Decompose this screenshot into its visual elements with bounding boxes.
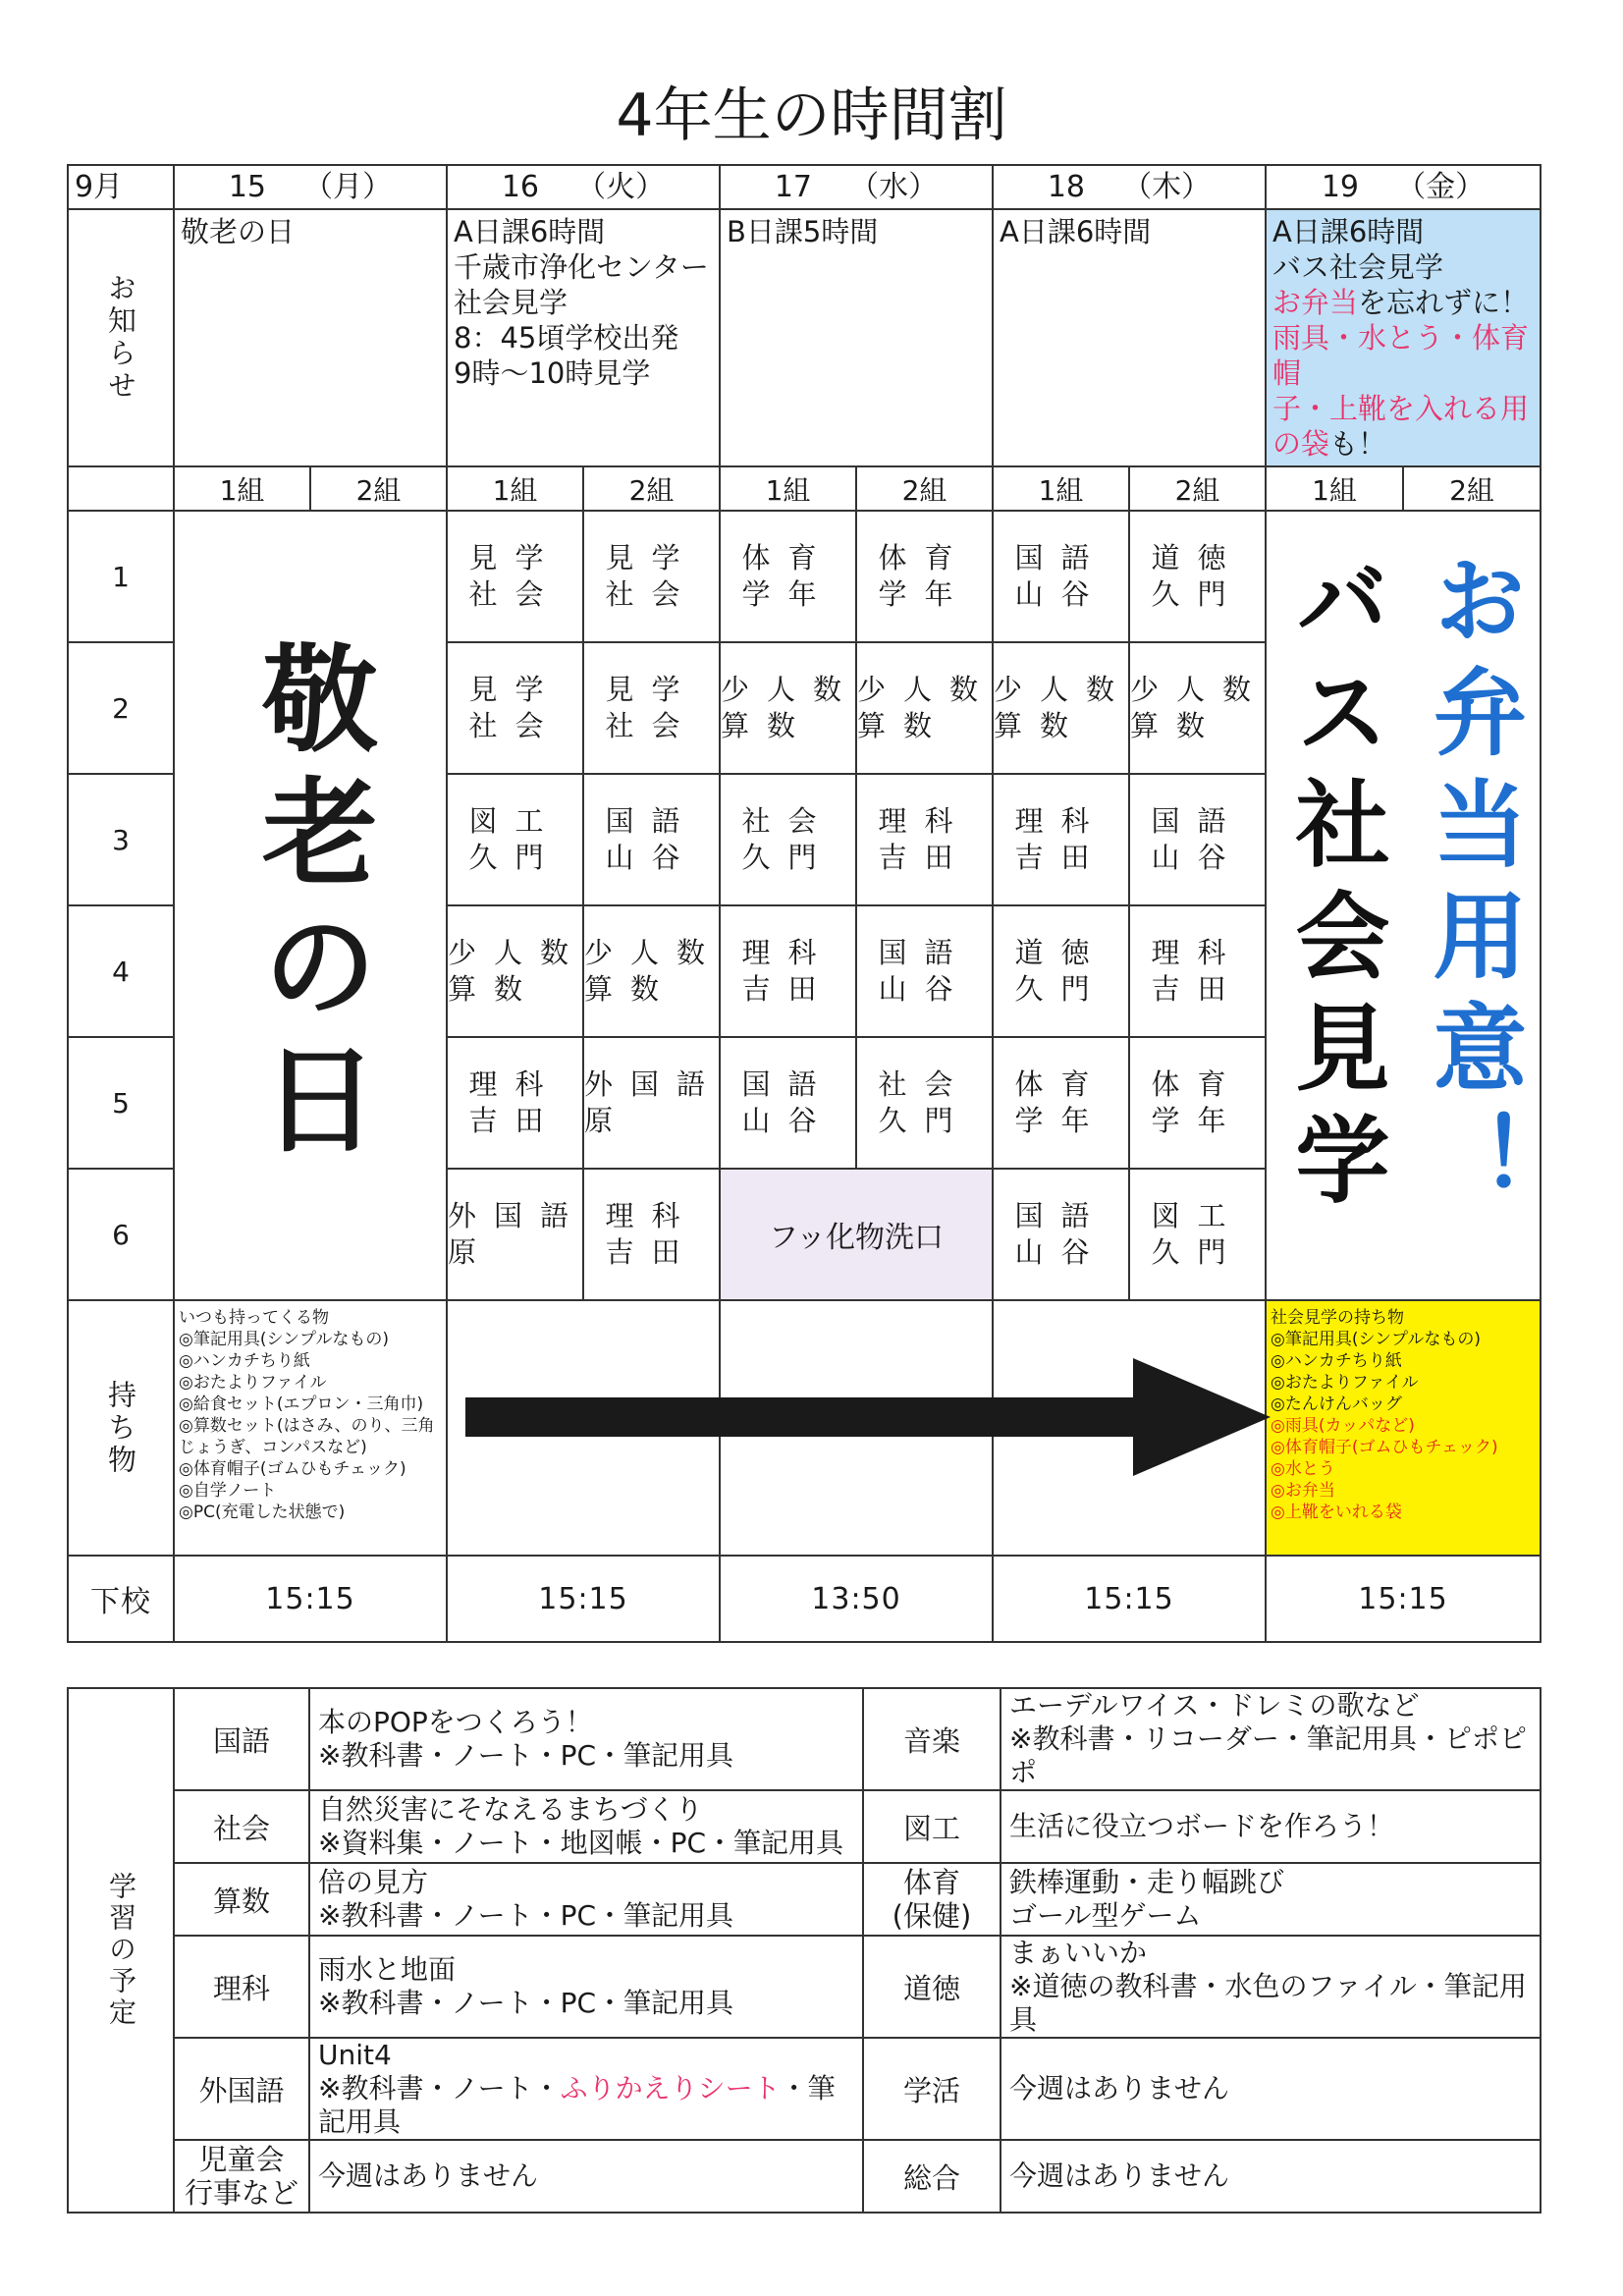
cell-wed1-p5: 国語 山谷 [720,1037,856,1169]
cell-tue2-p5: 外国語 原 [583,1037,720,1169]
cell-thu2-p3: 国語 山谷 [1129,774,1266,905]
cell-thu1-p4: 道徳 久門 [993,905,1129,1037]
cell-thu2-p5: 体育 学年 [1129,1037,1266,1169]
cell-tue2-p6: 理科 吉田 [583,1169,720,1300]
cell-tue1-p5: 理科 吉田 [447,1037,583,1169]
cell-wed2-p4: 国語 山谷 [856,905,993,1037]
period-label: 2 [68,642,174,774]
cell-thu2-p1: 道徳 久門 [1129,511,1266,642]
cell-wed1-p1: 体育 学年 [720,511,856,642]
day-header-mon: 15 （月） [174,165,447,209]
dismissal-thu: 15:15 [993,1556,1266,1642]
cell-tue1-p4: 少人数 算数 [447,905,583,1037]
dismissal-label: 下校 [68,1556,174,1642]
dismissal-fri: 15:15 [1266,1556,1541,1642]
period-label: 5 [68,1037,174,1169]
cell-wed1-p3: 社会 久門 [720,774,856,905]
cell-wed2-p2: 少人数 算数 [856,642,993,774]
month-label: 9月 [68,165,174,209]
cell-tue2-p4: 少人数 算数 [583,905,720,1037]
cell-thu2-p6: 図工 久門 [1129,1169,1266,1300]
cell-wed1-p4: 理科 吉田 [720,905,856,1037]
cell-tue1-p3: 図工 久門 [447,774,583,905]
dismissal-mon: 15:15 [174,1556,447,1642]
cell-thu1-p2: 少人数 算数 [993,642,1129,774]
cell-wed2-p1: 体育 学年 [856,511,993,642]
cell-tue1-p1: 見学 社会 [447,511,583,642]
arrow-right-icon [465,1358,1271,1476]
cell-tue2-p2: 見学 社会 [583,642,720,774]
cell-tue1-p6: 外国語 原 [447,1169,583,1300]
cell-thu1-p5: 体育 学年 [993,1037,1129,1169]
period-label: 6 [68,1169,174,1300]
notice-thu: A日課6時間 [993,209,1266,466]
day-header-thu: 18 （木） [993,165,1266,209]
period-label: 1 [68,511,174,642]
day-header-tue: 16 （火） [447,165,720,209]
notice-mon: 敬老の日 [174,209,447,466]
cell-tue2-p3: 国語 山谷 [583,774,720,905]
cell-wed2-p5: 社会 久門 [856,1037,993,1169]
cell-thu1-p3: 理科 吉田 [993,774,1129,905]
notice-label: お知らせ [68,209,174,466]
items-label: 持ち物 [68,1300,174,1556]
items-regular: いつも持ってくる物 ◎筆記用具(シンプルなもの) ◎ハンカチちり紙 ◎おたよりファイル ◎給食セット(エプロン・三角巾) ◎算数セット(はさみ、のり、三角 じょうぎ、コンパスなど) ◎体育帽子(ゴムひもチェック) ◎自学ノート ◎PC(充電した状態で) [174,1300,447,1556]
page-title: 4年生の時間割 [616,82,1007,150]
dismissal-wed: 13:50 [720,1556,993,1642]
items-friday: 社会見学の持ち物 ◎筆記用具(シンプルなもの) ◎ハンカチちり紙 ◎おたよりファイル ◎たんけんバッグ ◎雨具(カッパなど) ◎体育帽子(ゴムひもチェック) ◎水とう ◎お弁当 ◎上靴をいれる袋 [1266,1300,1541,1556]
study-plan: 学習の予定 国語 本のPOPをつくろう！ ※教科書・ノート・PC・筆記用具 音楽 エーデルワイス・ドレミの歌など ※教科書・リコーダー・筆記用具・ピポピポ 社会 自然災害にそなえるまちづくり ※資料集・ノート・地図帳・PC・筆記用具 図工 生活に役立つボードを作ろう！ 算数 倍の見方 ※教科書・ノート・PC・筆記用具 体育 (保健) 鉄棒運動・走り幅跳び ゴール型ゲーム 理科 雨水と地面 ※教科書・ノート・PC・筆記用具 道徳 まぁいいか ※道徳の教科書・水色のファイル・筆記用具 外国語 Unit4 ※教科書・ノート・ふりかえりシート・筆記用具 学活 今週はありません 児童会 行事など 今週はありません 総合 今週はありません [67,1687,1542,2214]
cell-thu1-p1: 国語 山谷 [993,511,1129,642]
cell-wed-p6-fluoride: フッ化物洗口 [720,1169,993,1300]
timetable [67,164,1542,1643]
day-header-wed: 17 （水） [720,165,993,209]
plan-label: 学習の予定 [68,1688,174,2213]
friday-field-trip: バス社会見学 お弁当用意！ [1266,511,1541,1300]
cell-tue2-p1: 見学 社会 [583,511,720,642]
cell-wed2-p3: 理科 吉田 [856,774,993,905]
notice-tue: A日課6時間 千歳市浄化センター 社会見学 8：45頃学校出発 9時～10時見学 [447,209,720,466]
cell-thu1-p6: 国語 山谷 [993,1169,1129,1300]
cell-tue1-p2: 見学 社会 [447,642,583,774]
day-header-fri: 19 （金） [1266,165,1541,209]
monday-holiday: 敬老の日 [174,511,447,1300]
group-header-row: 1組 2組 1組 2組 1組 2組 1組 2組 1組 2組 [68,466,1541,511]
period-label: 3 [68,774,174,905]
period-label: 4 [68,905,174,1037]
notice-fri: A日課6時間 バス社会見学 お弁当を忘れずに！ 雨具・水とう・体育帽 子・上靴を入れる用 の袋も！ [1266,209,1541,466]
notice-wed: B日課5時間 [720,209,993,466]
cell-wed1-p2: 少人数 算数 [720,642,856,774]
cell-thu2-p4: 理科 吉田 [1129,905,1266,1037]
cell-thu2-p2: 少人数 算数 [1129,642,1266,774]
dismissal-tue: 15:15 [447,1556,720,1642]
